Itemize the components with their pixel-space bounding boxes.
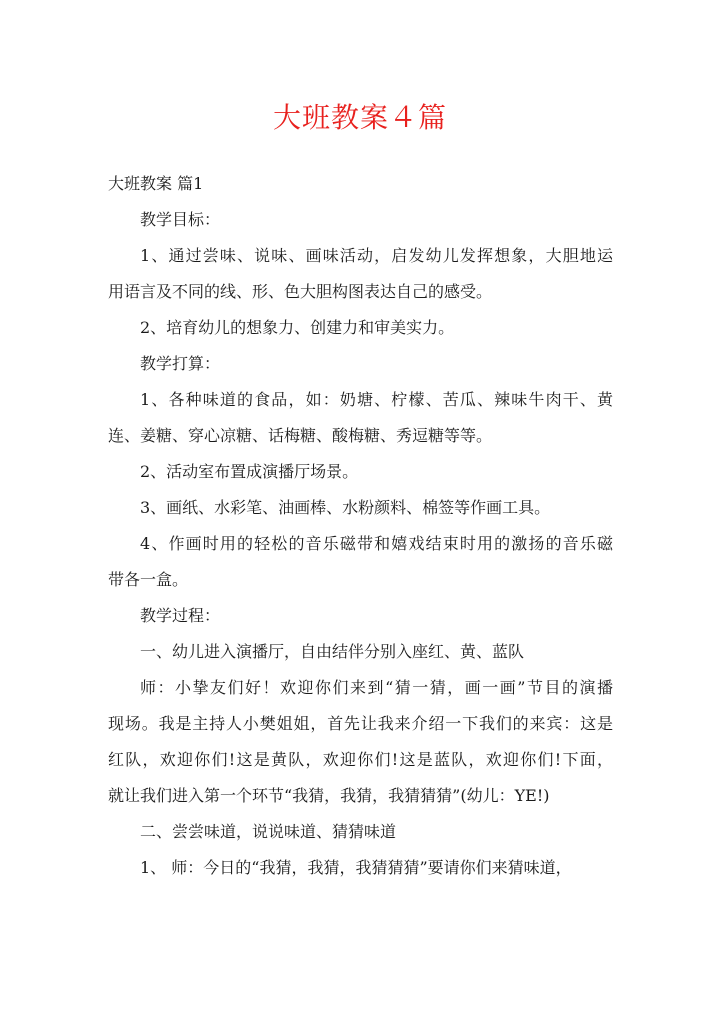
- paragraph-line: 1、通过尝味、说味、画味活动，启发幼儿发挥想象，大胆地运: [140, 246, 613, 265]
- paragraph-line: 红队，欢迎你们!这是黄队，欢迎你们!这是蓝队，欢迎你们!下面，: [108, 750, 613, 769]
- paragraph-line: 教学目标：: [140, 210, 221, 229]
- section-heading: 大班教案 篇1: [108, 174, 204, 193]
- paragraph-line: 现场。我是主持人小樊姐姐，首先让我来介绍一下我们的来宾：这是: [108, 714, 613, 733]
- paragraph-line: 连、姜糖、穿心凉糖、话梅糖、酸梅糖、秀逗糖等等。: [108, 426, 493, 445]
- document-title: 大班教案４篇: [272, 101, 447, 134]
- paragraph-line: 师：小挚友们好！欢迎你们来到“猜一猜，画一画”节目的演播: [140, 678, 613, 697]
- paragraph-line: 一、幼儿进入演播厅，自由结伴分别入座红、黄、蓝队: [140, 642, 525, 661]
- paragraph-line: 1、各种味道的食品，如：奶塘、柠檬、苦瓜、辣味牛肉干、黄: [140, 390, 613, 409]
- paragraph-line: 2、培育幼儿的想象力、创建力和审美实力。: [140, 318, 455, 337]
- paragraph-line: 就让我们进入第一个环节“我猜，我猜，我猜猜猜”(幼儿：YE!): [108, 786, 550, 805]
- document-body: [108, 170, 613, 882]
- paragraph-line: 3、画纸、水彩笔、油画棒、水粉颜料、棉签等作画工具。: [140, 498, 551, 517]
- paragraph-line: 2、活动室布置成演播厅场景。: [140, 462, 359, 481]
- paragraph-line: 二、尝尝味道，说说味道、猜猜味道: [140, 822, 397, 841]
- paragraph-line: 4、作画时用的轻松的音乐磁带和嬉戏结束时用的激扬的音乐磁: [140, 534, 613, 553]
- paragraph-line: 1、 师：今日的“我猜，我猜，我猜猜猜”要请你们来猜味道，: [140, 858, 572, 877]
- paragraph-line: 教学打算：: [140, 354, 221, 373]
- paragraph-line: 带各一盒。: [108, 570, 189, 589]
- paragraph-line: 教学过程：: [140, 606, 221, 625]
- paragraph-line: 用语言及不同的线、形、色大胆构图表达自己的感受。: [108, 282, 493, 301]
